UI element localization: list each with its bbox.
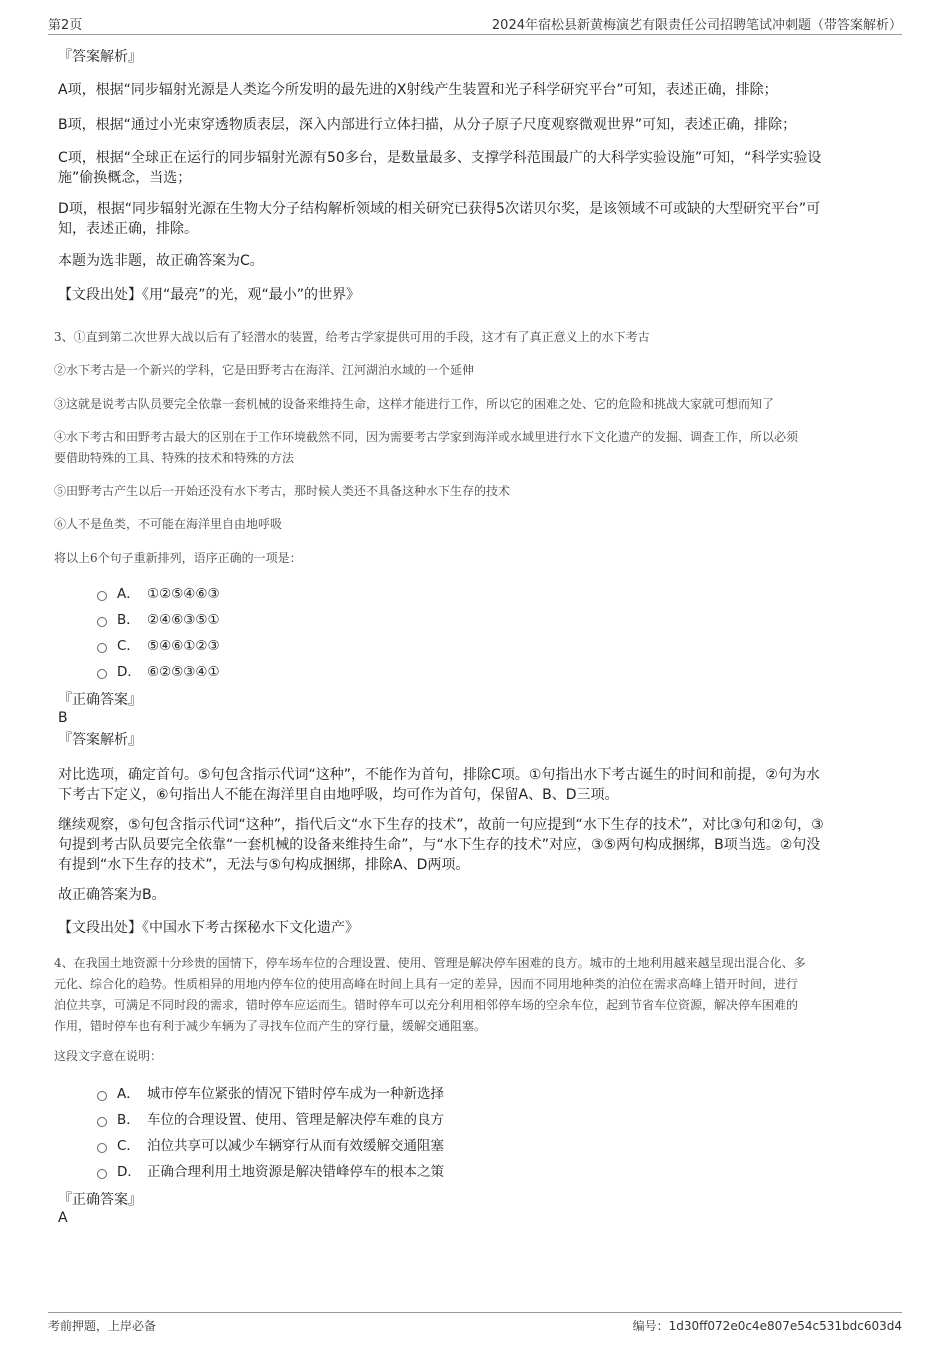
- option-letter: C．: [117, 1138, 140, 1154]
- correct-answer-heading: 『正确答案』: [58, 1192, 142, 1208]
- option-letter: A．: [117, 1086, 140, 1102]
- option-letter: C．: [117, 638, 140, 654]
- question-4-stem: 这段文字意在说明：: [54, 1049, 163, 1063]
- analysis-c-line: 施”偷换概念，当选；: [58, 170, 192, 186]
- question-3-sentence-1: 3、①直到第二次世界大战以后有了轻潜水的装置，给考古学家提供可用的手段，这才有了真正意义上的水下考古: [54, 330, 650, 344]
- analysis-heading: 『答案解析』: [58, 49, 142, 65]
- question-3-sentence-2: ②水下考古是一个新兴的学科，它是田野考古在海洋、江河湖泊水域的一个延伸: [54, 363, 475, 377]
- correct-answer: B: [58, 710, 68, 726]
- q3-option-d[interactable]: [97, 662, 220, 682]
- radio-icon[interactable]: [97, 1143, 107, 1153]
- correct-answer: A: [58, 1210, 68, 1226]
- code-label: 编号：: [632, 1319, 669, 1333]
- sentence-line: 要借助特殊的工具、特殊的技术和特殊的方法: [54, 451, 295, 465]
- option-letter: D．: [117, 1164, 141, 1180]
- analysis-b: [58, 115, 796, 135]
- option-text: 车位的合理设置、使用、管理是解决停车难的良方: [147, 1112, 444, 1128]
- q3-option-c[interactable]: [97, 636, 220, 656]
- q4-option-d[interactable]: [97, 1162, 444, 1182]
- page-number: 第2页: [48, 18, 83, 33]
- radio-icon[interactable]: [97, 1117, 107, 1127]
- option-letter: D．: [117, 664, 141, 680]
- question-3-sentence-6: ⑥人不是鱼类，不可能在海洋里自由地呼吸: [54, 517, 283, 531]
- option-text: ①②⑤④⑥③: [147, 586, 220, 602]
- q4-option-a[interactable]: [97, 1084, 444, 1104]
- footer-slogan: 考前押题，上岸必备: [48, 1319, 157, 1333]
- q4-option-b[interactable]: [97, 1110, 444, 1130]
- analysis-c-line: C项，根据“全球正在运行的同步辐射光源有50多台，是数量最多、支撑学科范围最广的大科学实验设施”可知，“科学实验设: [58, 150, 822, 166]
- analysis-d: [58, 199, 820, 239]
- code-value: 1d30ff072e0c4e807e54c531bdc603d4: [668, 1319, 902, 1333]
- q3-option-a[interactable]: [97, 584, 220, 604]
- q3-conclusion: 故正确答案为B。: [58, 887, 166, 903]
- correct-answer-heading: 『正确答案』: [58, 692, 142, 708]
- analysis-conclusion: 本题为选非题，故正确答案为C。: [58, 253, 264, 269]
- question-3-sentence-4: [54, 427, 798, 469]
- analysis-heading: 『答案解析』: [58, 732, 142, 748]
- radio-icon[interactable]: [97, 669, 107, 679]
- question-4-passage: [54, 953, 806, 1037]
- analysis-line: 有提到“水下生存的技术”，无法与⑤句构成捆绑，排除A、D两项。: [58, 857, 470, 873]
- passage-line: 泊位共享，可满足不同时段的需求，错时停车应运而生。错时停车可以充分利用相邻停车场的空余车位，起到节省车位资源，解决停车困难的: [54, 998, 799, 1012]
- q4-option-c[interactable]: [97, 1136, 444, 1156]
- passage-line: 元化、综合化的趋势。性质相异的用地内停车位的使用高峰在时间上具有一定的差异，因而不同用地种类的泊位在需求高峰上错开时间，进行: [54, 977, 799, 991]
- analysis-line: 句提到考古队员要完全依靠“一套机械的设备来维持生命”，与“水下生存的技术”对应，③⑤两句构成捆绑，B项当选。②句没: [58, 837, 821, 853]
- radio-icon[interactable]: [97, 1169, 107, 1179]
- page-header: [48, 12, 902, 35]
- analysis-b-line: B项，根据“通过小光束穿透物质表层，深入内部进行立体扫描，从分子原子尺度观察微观世界”可知，表述正确，排除；: [58, 117, 797, 133]
- q3-analysis-p1: [58, 765, 820, 805]
- option-text: ②④⑥③⑤①: [147, 612, 220, 628]
- analysis-line: 下考古下定义，⑥句指出人不能在海洋里自由地呼吸，均可作为首句，保留A、B、D三项。: [58, 787, 619, 803]
- option-text: 城市停车位紧张的情况下错时停车成为一种新选择: [147, 1086, 444, 1102]
- radio-icon[interactable]: [97, 591, 107, 601]
- analysis-d-line: 知，表述正确，排除。: [58, 221, 198, 237]
- option-text: ⑥②⑤③④①: [147, 664, 220, 680]
- analysis-a: [58, 80, 778, 100]
- question-3-sentence-3: ③这就是说考古队员要完全依靠一套机械的设备来维持生命，这样才能进行工作，所以它的困难之处、它的危险和挑战大家就可想而知了: [54, 397, 775, 411]
- question-3-sentence-5: ⑤田野考古产生以后一开始还没有水下考古，那时候人类还不具备这种水下生存的技术: [54, 484, 511, 498]
- option-text: ⑤④⑥①②③: [147, 638, 220, 654]
- source-citation: 【文段出处】《用“最亮”的光，观“最小”的世界》: [58, 287, 361, 303]
- analysis-c: [58, 148, 821, 188]
- radio-icon[interactable]: [97, 643, 107, 653]
- analysis-line: 继续观察，⑤句包含指示代词“这种”，指代后文“水下生存的技术”，故前一句应提到“水下生存的技术”，对比③句和②句，③: [58, 817, 824, 833]
- radio-icon[interactable]: [97, 1091, 107, 1101]
- option-text: 正确合理利用土地资源是解决错峰停车的根本之策: [147, 1164, 444, 1180]
- option-letter: A．: [117, 586, 140, 602]
- question-3-stem: 将以上6个句子重新排列，语序正确的一项是：: [54, 551, 302, 565]
- q3-analysis-p2: [58, 815, 824, 875]
- q3-option-b[interactable]: [97, 610, 220, 630]
- page-footer: [48, 1312, 902, 1337]
- option-letter: B．: [117, 1112, 140, 1128]
- passage-line: 4、在我国土地资源十分珍贵的国情下，停车场车位的合理设置、使用、管理是解决停车困难的良方。城市的土地利用越来越呈现出混合化、多: [54, 956, 806, 970]
- radio-icon[interactable]: [97, 617, 107, 627]
- sentence-line: ④水下考古和田野考古最大的区别在于工作环境截然不同，因为需要考古学家到海洋或水域里进行水下文化遗产的发掘、调查工作，所以必须: [54, 430, 799, 444]
- document-title: 2024年宿松县新黄梅演艺有限责任公司招聘笔试冲刺题（带答案解析）: [491, 18, 902, 33]
- passage-line: 作用，错时停车也有利于减少车辆为了寻找车位而产生的穿行量，缓解交通阻塞。: [54, 1019, 487, 1033]
- analysis-line: 对比选项，确定首句。⑤句包含指示代词“这种”，不能作为首句，排除C项。①句指出水下考古诞生的时间和前提，②句为水: [58, 767, 820, 783]
- analysis-d-line: D项，根据“同步辐射光源在生物大分子结构解析领域的相关研究已获得5次诺贝尔奖，是该领域不可或缺的大型研究平台”可: [58, 201, 821, 217]
- option-text: 泊位共享可以减少车辆穿行从而有效缓解交通阻塞: [147, 1138, 444, 1154]
- source-citation: 【文段出处】《中国水下考古探秘水下文化遗产》: [58, 920, 359, 936]
- document-code: [633, 1317, 902, 1334]
- option-letter: B．: [117, 612, 140, 628]
- analysis-a-line: A项，根据“同步辐射光源是人类迄今所发明的最先进的X射线产生装置和光子科学研究平台”可知，表述正确，排除；: [58, 82, 778, 98]
